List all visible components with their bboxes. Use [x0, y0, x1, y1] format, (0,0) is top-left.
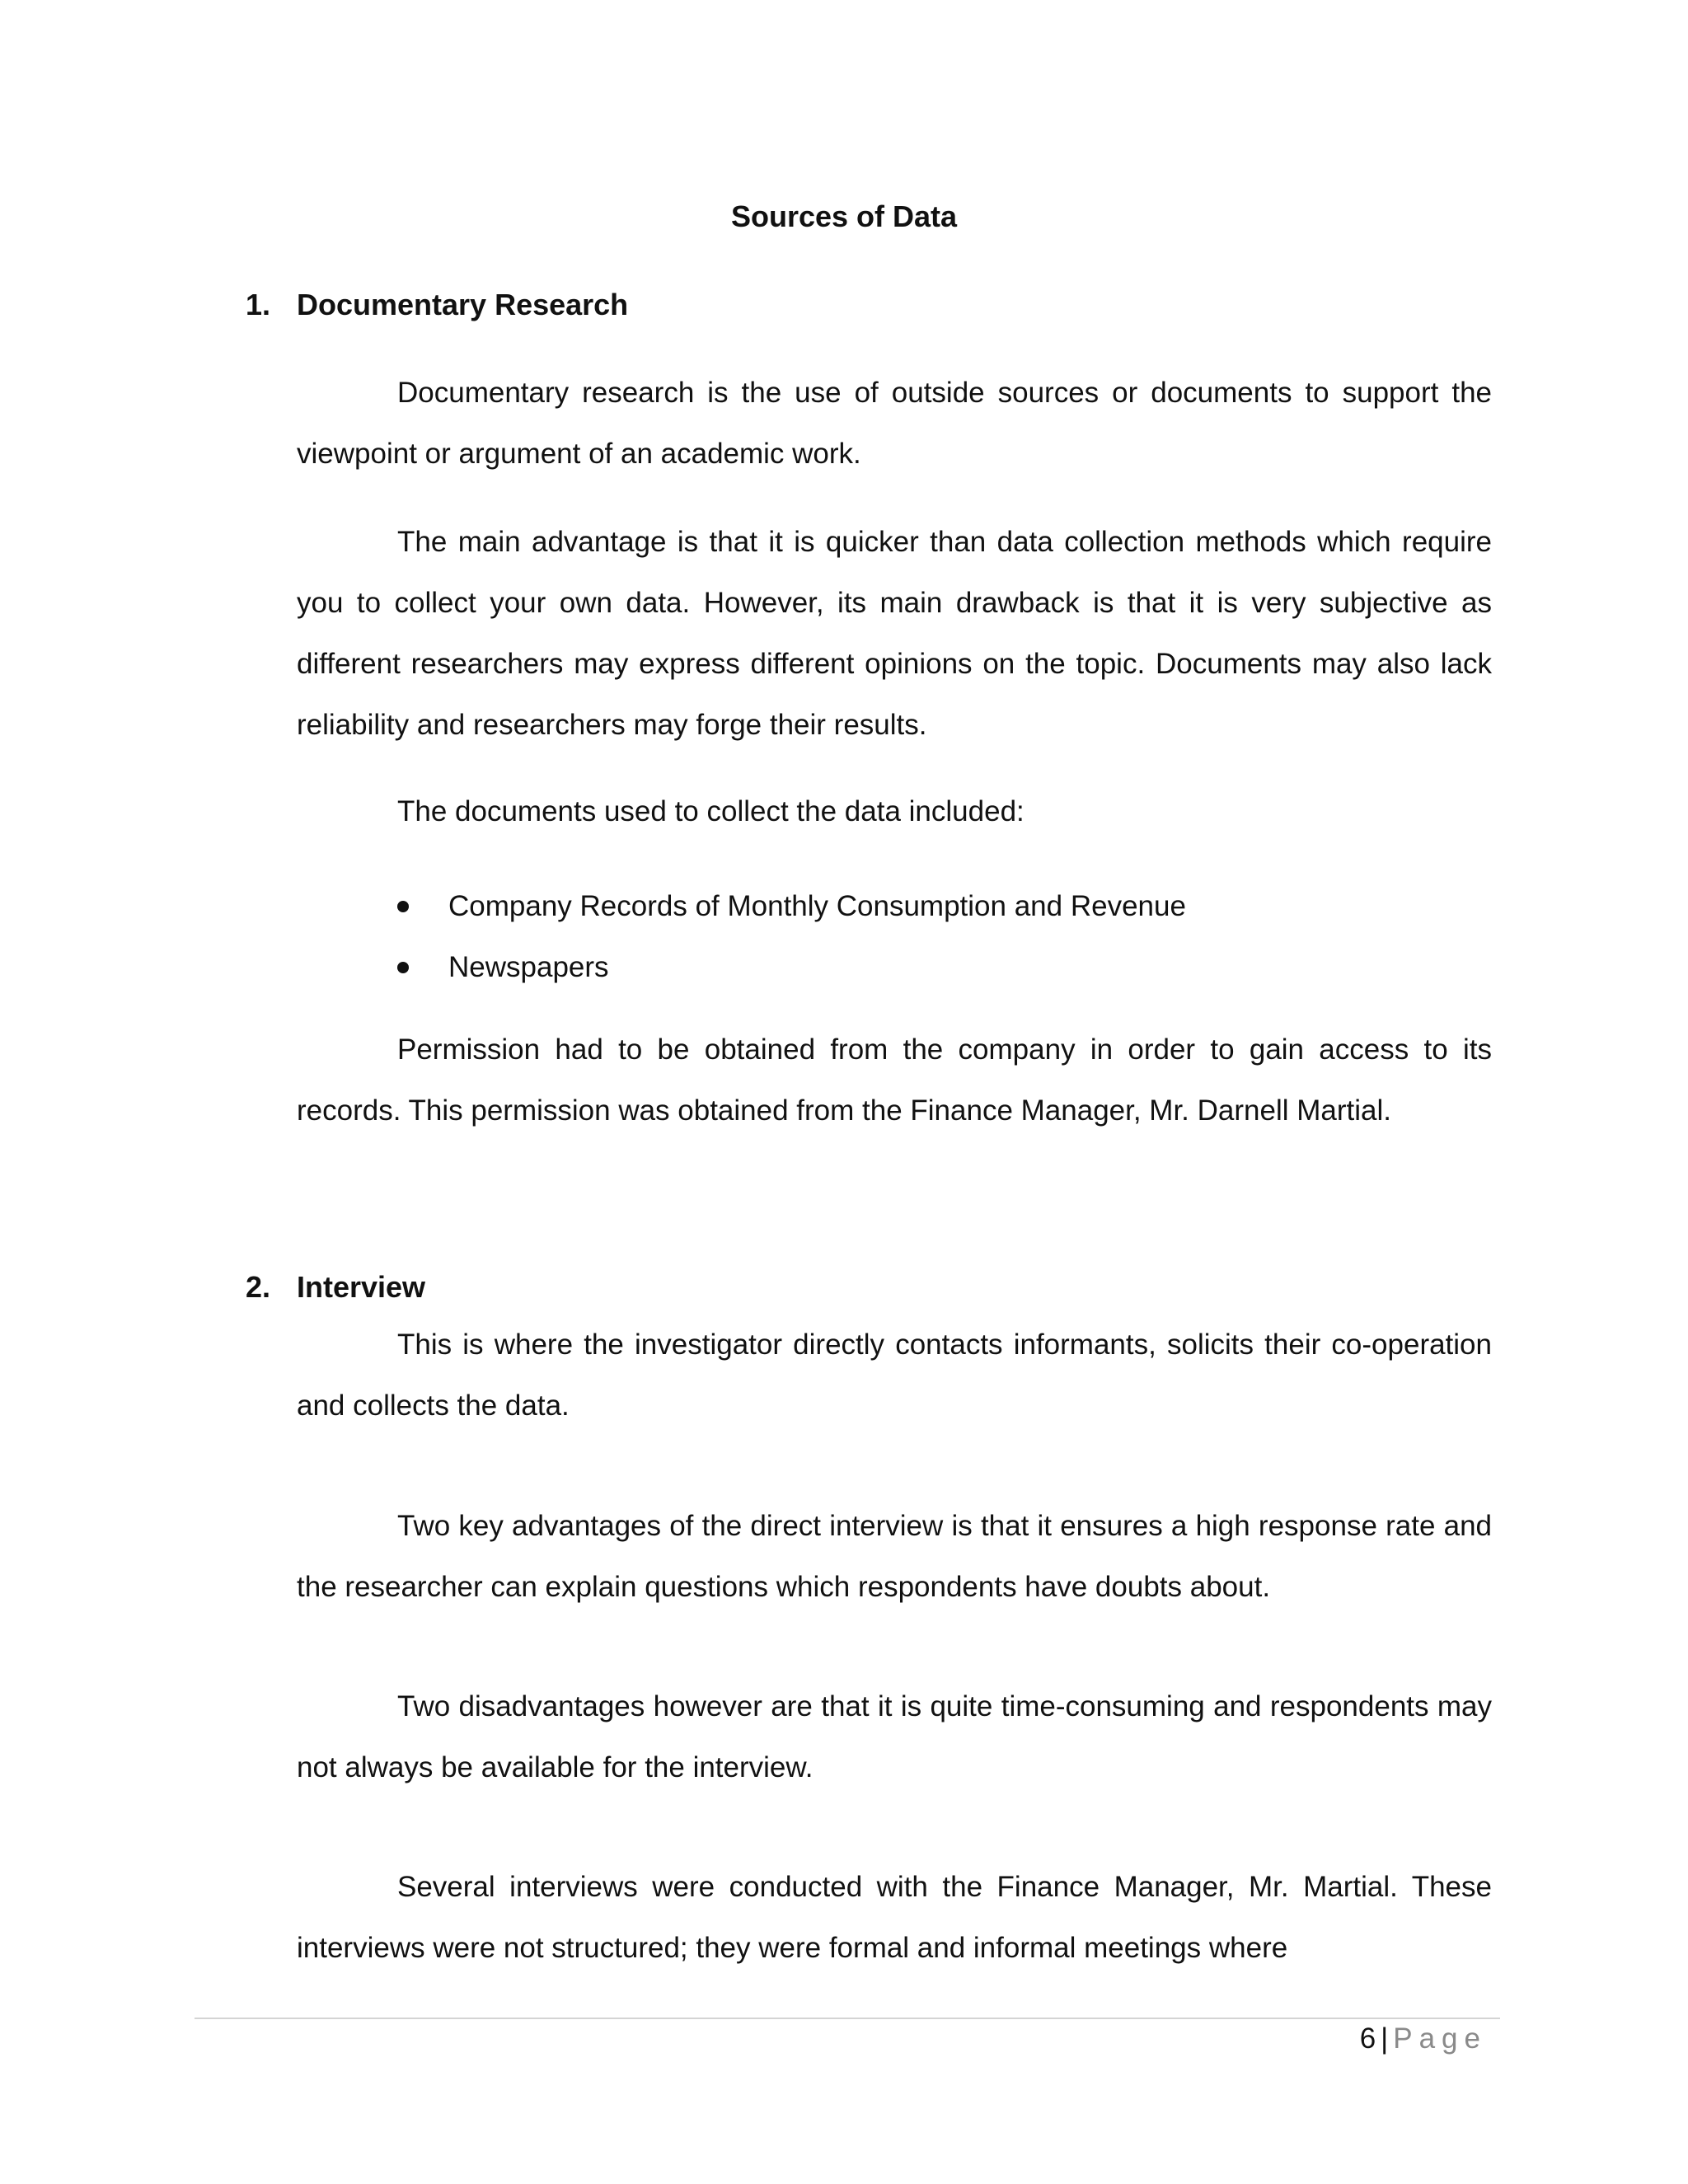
page-number: 6 [1359, 2022, 1376, 2055]
bullet-icon [397, 962, 409, 973]
list-item: Company Records of Monthly Consumption and Revenue [397, 876, 1186, 937]
paragraph-interview-advantages: Two key advantages of the direct interview is that it ensures a high response rate and the researcher can explain questions which respondents have doubts about. [297, 1510, 1492, 1603]
section-heading-interview [246, 1269, 425, 1305]
paragraph-documents-intro: The documents used to collect the data included: [397, 795, 1025, 827]
page-title: Sources of Data [730, 199, 958, 233]
section-number: 1. [246, 288, 271, 321]
section-number: 2. [246, 1270, 271, 1304]
paragraph-permission: Permission had to be obtained from the company in order to gain access to its records. This permission was obtained from the Finance Manager, Mr. Darnell Martial. [297, 1033, 1492, 1127]
list-item: Newspapers [397, 937, 1186, 998]
page-footer [1360, 2021, 1487, 2057]
bullet-icon [397, 901, 409, 912]
section-title: Interview [297, 1270, 426, 1304]
footer-separator: | [1381, 2022, 1389, 2055]
section-title: Documentary Research [297, 288, 629, 321]
footer-divider [195, 2018, 1500, 2019]
paragraph-interview-disadvantages: Two disadvantages however are that it is quite time-consuming and respondents may not always be available for the interview. [297, 1690, 1492, 1783]
page-label: Page [1393, 2022, 1487, 2055]
paragraph-advantages: The main advantage is that it is quicker than data collection methods which require you to collect your own data. However, its main drawback is that it is very subjective as different researchers may express different opinions on the topic. Documents may also lack reliability and researchers may forge their results. [297, 526, 1492, 741]
documents-list [397, 876, 1186, 998]
section-heading-documentary-research [246, 287, 628, 323]
paragraph-interview-definition: This is where the investigator directly contacts informants, solicits their co-operation and collects the data. [297, 1329, 1492, 1422]
paragraph-interviews-conducted: Several interviews were conducted with the Finance Manager, Mr. Martial. These interviews were not structured; they were formal and informal meetings where [297, 1871, 1492, 1964]
paragraph-definition: Documentary research is the use of outside sources or documents to support the viewpoint or argument of an academic work. [297, 377, 1492, 470]
